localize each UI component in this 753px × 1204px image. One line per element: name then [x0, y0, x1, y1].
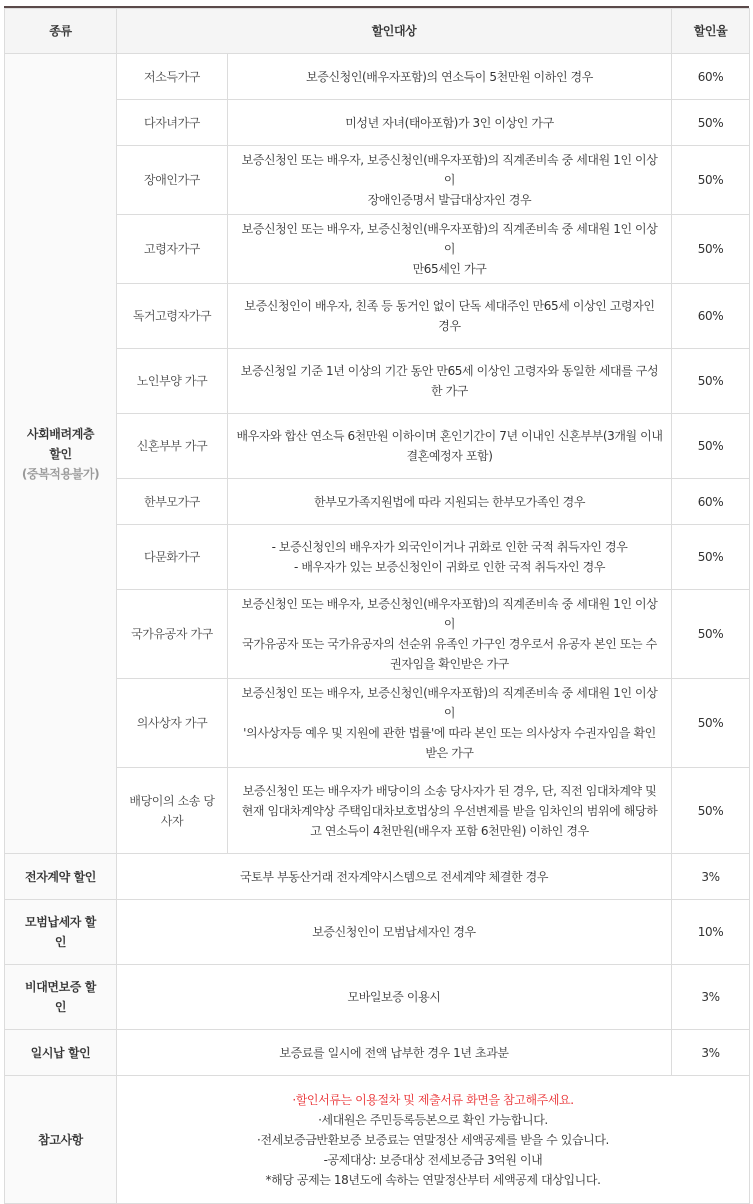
table-row	[5, 679, 750, 768]
target-cell	[228, 215, 672, 284]
rate-cell: 60%	[672, 54, 750, 100]
table-row	[5, 146, 750, 215]
target-text: 보증신청일 기준 1년 이상의 기간 동안 만65세 이상인 고령자와 동일한 세대를 구성	[240, 364, 659, 378]
household-type-cell	[117, 768, 228, 854]
household-type-label: 노인부양 가구	[136, 374, 208, 388]
household-type-label: 다자녀가구	[144, 115, 200, 130]
household-type-label: 의사상자 가구	[136, 716, 208, 730]
rate-cell: 50%	[672, 590, 750, 679]
target-text: 보증신청인(배우자포함)의 연소득이 5천만원 이하인 경우	[306, 69, 593, 84]
rate-cell: 60%	[672, 479, 750, 525]
rate-cell: 50%	[672, 146, 750, 215]
social-group-note: (중복적용불가)	[21, 466, 100, 481]
household-type-cell	[117, 54, 228, 100]
rate-cell: 50%	[672, 349, 750, 414]
reference-line: ·세대원은 주민등록등본으로 확인 가능합니다.	[318, 1112, 548, 1127]
discount-type-label: 인	[54, 1000, 67, 1014]
target-text: 국가유공자 또는 국가유공자의 선순위 유족인 가구인 경우로서 유공자 본인 또는 수	[242, 637, 657, 651]
discount-type-cell	[5, 965, 117, 1030]
target-text: 미성년 자녀(태아포함)가 3인 이상인 가구	[345, 115, 554, 130]
rate-cell: 50%	[672, 215, 750, 284]
discount-type-label: 인	[54, 935, 67, 949]
target-text: 한 가구	[431, 384, 468, 398]
household-type-cell	[117, 100, 228, 146]
discount-table	[4, 8, 750, 1204]
target-text: '의사상자등 예우 및 지원에 관한 법률'에 따라 본인 또는 의사상자 수권자임을 확인	[243, 726, 656, 740]
table-row	[5, 54, 750, 100]
target-text: 보증신청인 또는 배우자, 보증신청인(배우자포함)의 직계존비속 중 세대원 1인 이상이	[241, 597, 658, 631]
social-group-cell	[5, 54, 117, 854]
household-type-label: 국가유공자 가구	[131, 627, 213, 641]
target-text: 보증신청인 또는 배우자가 배당이의 소송 당사자가 된 경우, 단, 직전 임대차계약 및	[242, 783, 657, 798]
rate-cell: 3%	[672, 1030, 750, 1076]
target-text: 현재 임대차계약상 주택임대차보호법상의 우선변제를 받을 임차인의 범위에 해당하	[241, 803, 658, 818]
rate-cell: 60%	[672, 284, 750, 349]
target-cell	[228, 146, 672, 215]
household-type-label: 고령자가구	[144, 242, 200, 256]
table-row	[5, 965, 750, 1030]
target-cell	[228, 284, 672, 349]
target-text: 만65세인 가구	[412, 262, 487, 276]
target-cell	[228, 525, 672, 590]
target-text: 장애인증명서 발급대상자인 경우	[367, 193, 532, 207]
header-rate: 할인율	[672, 9, 750, 54]
target-text: 결혼예정자 포함)	[406, 449, 493, 463]
target-text: 보증신청인 또는 배우자, 보증신청인(배우자포함)의 직계존비속 중 세대원 1인 이상이	[241, 153, 658, 187]
target-text: - 배우자가 있는 보증신청인이 귀화로 인한 국적 취득자인 경우	[293, 560, 606, 574]
target-cell: 보증신청인이 모범납세자인 경우	[117, 900, 672, 965]
social-group-label-2: 할인	[49, 446, 72, 461]
table-row	[5, 854, 750, 900]
household-type-label: 사자	[160, 813, 184, 828]
discount-table-wrapper	[4, 6, 749, 1204]
household-type-cell	[117, 414, 228, 479]
target-text: 경우	[438, 319, 461, 333]
table-row	[5, 284, 750, 349]
discount-type-cell	[5, 1030, 117, 1076]
household-type-label: 한부모가구	[144, 494, 200, 509]
rate-cell: 3%	[672, 854, 750, 900]
rate-cell: 50%	[672, 525, 750, 590]
household-type-label: 독거고령자가구	[132, 309, 212, 323]
discount-type-label: 모범납세자 할	[25, 915, 96, 929]
target-text: 받은 가구	[425, 746, 474, 760]
target-text: 고 연소득이 4천만원(배우자 포함 6천만원) 이하인 경우	[310, 823, 589, 838]
household-type-cell	[117, 679, 228, 768]
target-text: 보증신청인 또는 배우자, 보증신청인(배우자포함)의 직계존비속 중 세대원 1인 이상이	[241, 686, 658, 720]
household-type-label: 배당이의 소송 당	[129, 793, 215, 808]
household-type-label: 장애인가구	[144, 173, 200, 187]
discount-type-cell	[5, 854, 117, 900]
reference-line: ·전세보증금반환보증 보증료는 연말정산 세액공제를 받을 수 있습니다.	[257, 1132, 609, 1147]
header-target: 할인대상	[117, 9, 672, 54]
table-row	[5, 525, 750, 590]
target-cell	[228, 414, 672, 479]
table-row	[5, 768, 750, 854]
discount-type-label: 비대면보증 할	[25, 980, 96, 994]
target-cell	[228, 349, 672, 414]
reference-row	[5, 1076, 750, 1204]
table-body	[5, 54, 750, 1204]
target-cell	[228, 590, 672, 679]
household-type-cell	[117, 479, 228, 525]
social-group-label: 사회배려계층	[26, 426, 95, 441]
reference-content	[117, 1076, 750, 1204]
household-type-label: 다문화가구	[144, 550, 200, 564]
target-cell: 모바일보증 이용시	[117, 965, 672, 1030]
household-type-cell	[117, 349, 228, 414]
household-type-cell	[117, 284, 228, 349]
target-cell	[228, 479, 672, 525]
reference-line: *해당 공제는 18년도에 속하는 연말정산부터 세액공제 대상입니다.	[265, 1172, 601, 1187]
rate-cell: 50%	[672, 414, 750, 479]
reference-line: -공제대상: 보증대상 전세보증금 3억원 이내	[323, 1152, 543, 1167]
household-type-cell	[117, 590, 228, 679]
household-type-label: 신혼부부 가구	[136, 439, 208, 453]
table-row	[5, 590, 750, 679]
table-row	[5, 215, 750, 284]
target-text: 권자임을 확인받은 가구	[390, 657, 509, 671]
target-cell	[228, 54, 672, 100]
discount-type-cell	[5, 900, 117, 965]
header-row	[5, 9, 750, 54]
household-type-cell	[117, 525, 228, 590]
household-type-label: 저소득가구	[144, 69, 200, 84]
household-type-cell	[117, 215, 228, 284]
discount-type-label: 전자계약 할인	[25, 869, 96, 884]
table-row	[5, 1030, 750, 1076]
table-row	[5, 349, 750, 414]
reference-highlight: ·할인서류는 이용절차 및 제출서류 화면을 참고해주세요.	[292, 1092, 574, 1107]
rate-cell: 10%	[672, 900, 750, 965]
table-row	[5, 479, 750, 525]
reference-label: 참고사항	[5, 1076, 117, 1204]
header-type: 종류	[5, 9, 117, 54]
target-cell	[228, 679, 672, 768]
rate-cell: 50%	[672, 100, 750, 146]
target-text: 한부모가족지원법에 따라 지원되는 한부모가족인 경우	[313, 494, 586, 509]
target-text: 배우자와 합산 연소득 6천만원 이하이며 혼인기간이 7년 이내인 신혼부부(3개월 이내	[236, 429, 663, 443]
target-cell	[228, 100, 672, 146]
table-row	[5, 900, 750, 965]
table-row	[5, 100, 750, 146]
target-cell: 보증료를 일시에 전액 납부한 경우 1년 초과분	[117, 1030, 672, 1076]
target-text: 보증신청인이 배우자, 친족 등 동거인 없이 단독 세대주인 만65세 이상인 고령자인	[244, 299, 655, 313]
rate-cell: 50%	[672, 679, 750, 768]
target-text: 보증신청인 또는 배우자, 보증신청인(배우자포함)의 직계존비속 중 세대원 1인 이상이	[241, 222, 658, 256]
table-row	[5, 414, 750, 479]
rate-cell: 50%	[672, 768, 750, 854]
household-type-cell	[117, 146, 228, 215]
rate-cell: 3%	[672, 965, 750, 1030]
discount-type-label: 일시납 할인	[30, 1045, 91, 1060]
target-cell	[228, 768, 672, 854]
target-cell: 국토부 부동산거래 전자계약시스템으로 전세계약 체결한 경우	[117, 854, 672, 900]
target-text: - 보증신청인의 배우자가 외국인이거나 귀화로 인한 국적 취득자인 경우	[271, 540, 628, 554]
